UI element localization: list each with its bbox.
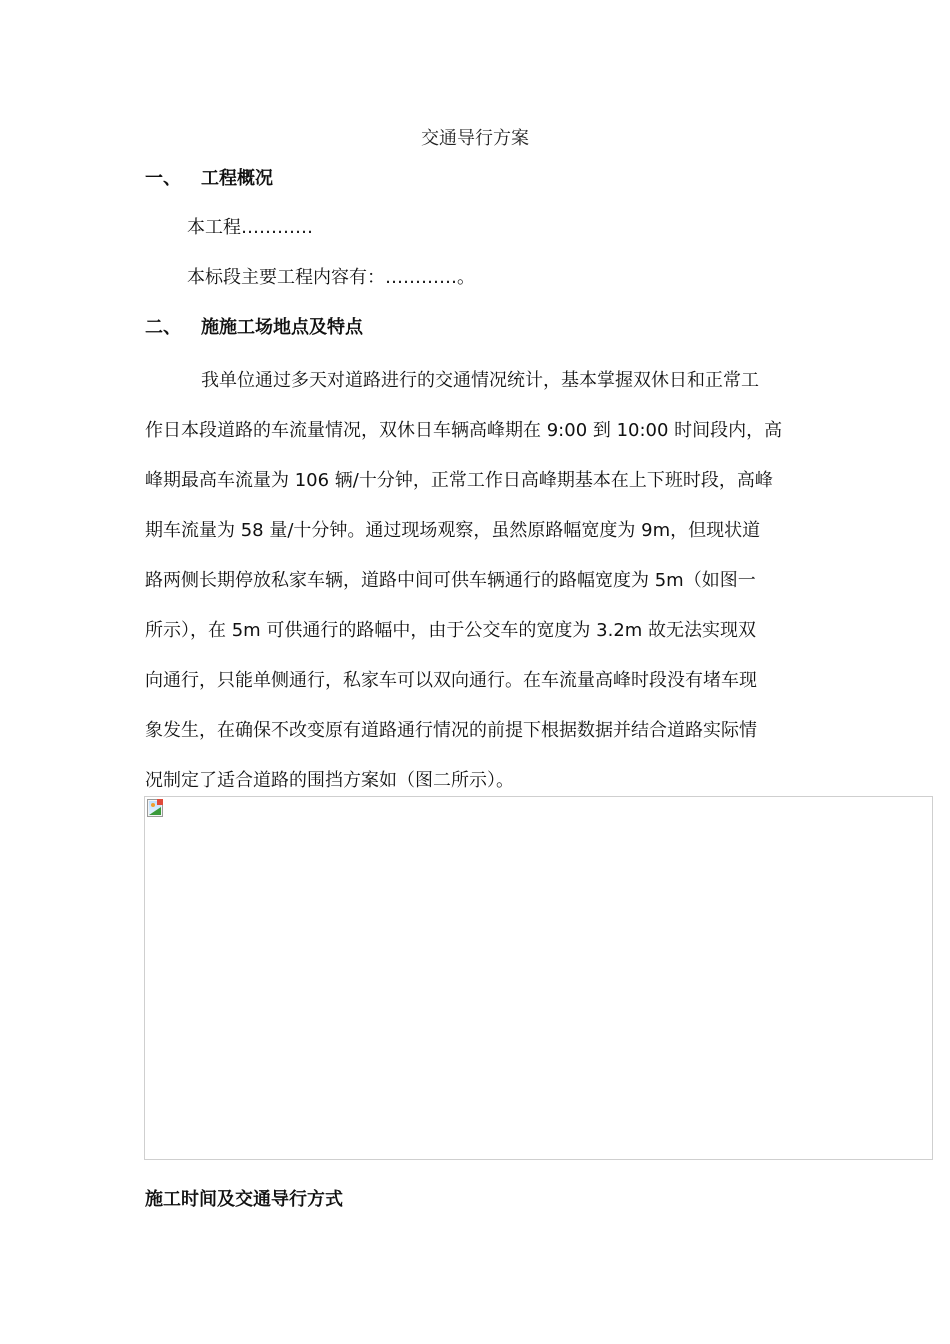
paragraph-line: 向通行，只能单侧通行，私家车可以双向通行。在车流量高峰时段没有堵车现 xyxy=(145,670,757,691)
paragraph-line: 作日本段道路的车流量情况，双休日车辆高峰期在 9:00 到 10:00 时间段内，高 xyxy=(145,420,783,441)
broken-image-icon xyxy=(147,799,163,817)
section-number: 二、 xyxy=(145,317,181,338)
paragraph-project: 本工程………… xyxy=(187,217,313,238)
figure-placeholder xyxy=(144,796,933,1160)
paragraph-line: 路两侧长期停放私家车辆，道路中间可供车辆通行的路幅宽度为 5m（如图一 xyxy=(145,570,756,591)
paragraph-line: 期车流量为 58 量/十分钟。通过现场观察，虽然原路幅宽度为 9m，但现状道 xyxy=(145,520,761,541)
section-heading-construction-time: 施工时间及交通导行方式 xyxy=(145,1189,343,1210)
traffic-analysis-paragraph xyxy=(145,356,825,806)
section-title: 施施工场地点及特点 xyxy=(201,317,363,338)
section-heading-site-features xyxy=(145,313,363,339)
paragraph-scope: 本标段主要工程内容有：…………。 xyxy=(187,267,475,288)
paragraph-line: 我单位通过多天对道路进行的交通情况统计，基本掌握双休日和正常工 xyxy=(201,370,759,391)
paragraph-line: 峰期最高车流量为 106 辆/十分钟，正常工作日高峰期基本在上下班时段，高峰 xyxy=(145,470,773,491)
section-title: 工程概况 xyxy=(201,168,273,189)
section-number: 一、 xyxy=(145,168,181,189)
section-heading-project-overview xyxy=(145,164,273,190)
paragraph-line: 所示），在 5m 可供通行的路幅中，由于公交车的宽度为 3.2m 故无法实现双 xyxy=(145,620,757,641)
paragraph-line: 况制定了适合道路的围挡方案如（图二所示）。 xyxy=(145,770,514,791)
document-title: 交通导行方案 xyxy=(421,128,529,149)
paragraph-line: 象发生，在确保不改变原有道路通行情况的前提下根据数据并结合道路实际情 xyxy=(145,720,757,741)
